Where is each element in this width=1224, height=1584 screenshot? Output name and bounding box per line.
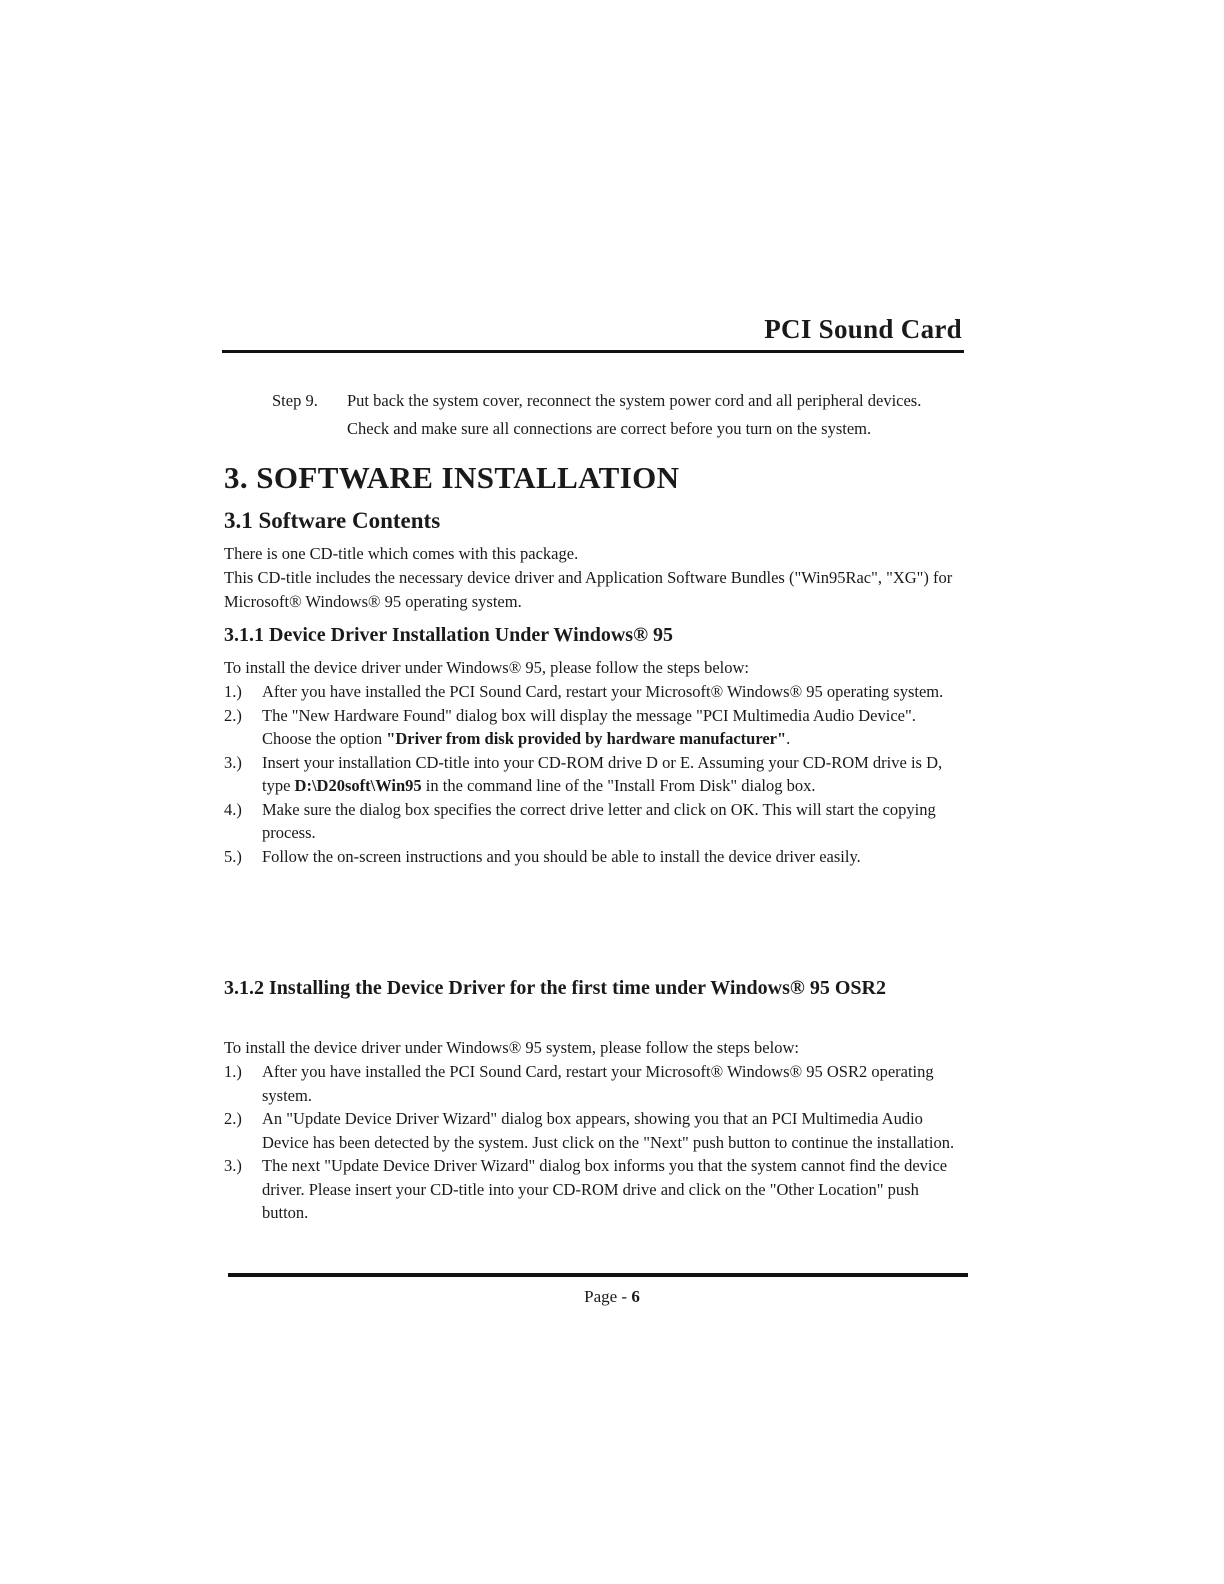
list-item-text: After you have installed the PCI Sound Card, restart your Microsoft® Windows® 95 operating system. bbox=[262, 682, 944, 701]
section-3-1-paragraph-2: This CD-title includes the necessary device driver and Application Software Bundles ("Win95Rac", "XG") for Microsoft® Windows® 95 operating system. bbox=[224, 568, 953, 611]
footer-rule bbox=[228, 1273, 968, 1277]
list-item-number: 1.) bbox=[224, 1062, 242, 1081]
section-3-1-1-steps bbox=[224, 680, 964, 868]
header-rule bbox=[222, 350, 964, 353]
section-3-1-paragraph-1: There is one CD-title which comes with this package. bbox=[224, 544, 579, 563]
list-item-text-end: . bbox=[786, 729, 791, 748]
list-item-number: 4.) bbox=[224, 799, 242, 819]
list-item-number: 3.) bbox=[224, 752, 242, 772]
section-3-1-1-intro: To install the device driver under Windows® 95, please follow the steps below: bbox=[224, 658, 750, 677]
list-item-text-end: in the command line of the "Install From Disk" dialog box. bbox=[421, 776, 816, 795]
list-item-text: An "Update Device Driver Wizard" dialog box appears, showing you that an PCI Multimedia Audio Device has been detected by the system. Just click on the "Next" push button to continue the installation. bbox=[262, 1109, 955, 1152]
list-item-number: 1.) bbox=[224, 682, 242, 701]
section-3-1-2-intro: To install the device driver under Windows® 95 system, please follow the steps below: bbox=[224, 1038, 799, 1057]
running-header-title: PCI Sound Card bbox=[764, 314, 962, 344]
list-item-text: Make sure the dialog box specifies the correct drive letter and click on OK. This will start the copying process. bbox=[262, 799, 936, 842]
list-item bbox=[224, 751, 964, 798]
step-9-text: Put back the system cover, reconnect the system power cord and all peripheral devices. Check and make sure all connections are correct before you turn on the system. bbox=[347, 391, 922, 438]
list-item-number: 3.) bbox=[224, 1156, 242, 1175]
path-emphasis: D:\D20soft\Win95 bbox=[294, 776, 422, 795]
list-item bbox=[224, 680, 964, 704]
page-label: Page - bbox=[584, 1287, 632, 1306]
step-9-label: Step 9. bbox=[272, 391, 318, 410]
list-item bbox=[224, 1107, 964, 1154]
section-3-1-1-heading: 3.1.1 Device Driver Installation Under Windows® 95 bbox=[224, 624, 674, 646]
list-item bbox=[224, 704, 964, 751]
section-3-1-2-steps bbox=[224, 1060, 964, 1225]
section-3-1-heading: 3.1 Software Contents bbox=[224, 508, 441, 533]
page-number: 6 bbox=[631, 1287, 640, 1306]
list-item-number: 5.) bbox=[224, 846, 242, 866]
list-item-text: Follow the on-screen instructions and you should be able to install the device driver easily. bbox=[262, 846, 861, 866]
section-3-heading: 3. SOFTWARE INSTALLATION bbox=[224, 460, 680, 495]
list-item bbox=[224, 845, 964, 869]
list-item bbox=[224, 1154, 964, 1225]
section-3-1-2-heading: 3.1.2 Installing the Device Driver for the first time under Windows® 95 OSR2 bbox=[224, 977, 886, 999]
list-item-number: 2.) bbox=[224, 1109, 242, 1128]
list-item-text: Insert your installation CD-title into your CD-ROM drive D or E. Assuming your CD-ROM drive is D, type bbox=[262, 752, 943, 795]
list-item bbox=[224, 798, 964, 845]
list-item-text: The "New Hardware Found" dialog box will display the message "PCI Multimedia Audio Device". Choose the option bbox=[262, 705, 916, 748]
list-item-number: 2.) bbox=[224, 705, 242, 725]
list-item-text: The next "Update Device Driver Wizard" dialog box informs you that the system cannot find the device driver. Please insert your CD-title into your CD-ROM drive and click on the "Other Location" push button. bbox=[262, 1156, 948, 1222]
list-item bbox=[224, 1060, 964, 1107]
page-footer bbox=[0, 1287, 1224, 1307]
list-item-text: After you have installed the PCI Sound Card, restart your Microsoft® Windows® 95 OSR2 operating system. bbox=[262, 1062, 934, 1105]
option-emphasis: "Driver from disk provided by hardware manufacturer" bbox=[386, 729, 787, 748]
